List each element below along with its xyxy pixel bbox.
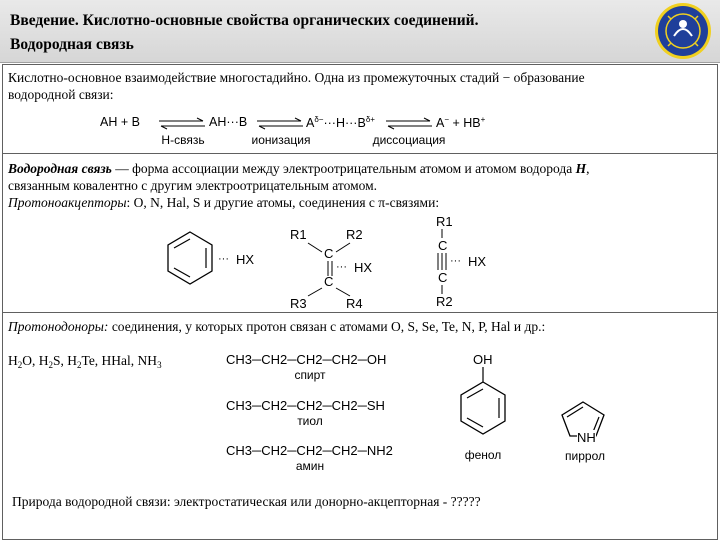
phenol-name: фенол	[464, 448, 502, 462]
intro-line-1: Кислотно-основное взаимодействие многостадийно. Одна из промежуточных стадий − образование	[8, 70, 585, 85]
scheme-s4b-charge: +	[480, 115, 486, 124]
alkyne-hx: HX	[468, 254, 487, 269]
scheme-s4-a: A	[436, 116, 445, 131]
scheme-species-2: AH···B	[209, 115, 248, 129]
scheme-s4-b: + HB	[449, 116, 481, 131]
alkyne-c-top: C	[438, 238, 448, 253]
definition-term: Водородная связь	[8, 161, 112, 176]
donors-label: Протонодоноры:	[8, 319, 109, 334]
divider-1	[3, 153, 717, 154]
scheme-s3b-charge: δ+	[365, 115, 375, 124]
alkyne-structure	[436, 214, 486, 309]
equilibrium-arrow-1-icon	[157, 117, 207, 131]
alkene-c-bottom: C	[324, 274, 334, 289]
donors-text: соединения, у которых протон связан с атомами O, S, Se, Te, N, P, Hal и др.:	[108, 319, 546, 334]
donor-sub-1: 2	[17, 360, 23, 370]
divider-2	[3, 312, 717, 313]
scheme-s3-a: A	[306, 116, 315, 131]
definition-text-1: — форма ассоциации между электроотрицательным атомом и атомом водорода	[111, 161, 576, 176]
scheme-species-1: AH + B	[100, 115, 140, 129]
definition-block	[8, 160, 714, 211]
alkene-r1: R1	[290, 227, 307, 242]
thiol-formula: CH3─CH2─CH2─CH2─SH	[226, 398, 385, 413]
scheme-species-4	[436, 115, 485, 130]
phenol-ring-icon	[461, 382, 505, 434]
alkene-c-top: C	[324, 246, 334, 261]
alkene-r4: R4	[346, 296, 363, 311]
alkene-hx: HX	[354, 260, 373, 275]
alkene-r2: R2	[346, 227, 363, 242]
title-line-1: Введение. Кислотно-основные свойства органических соединений.	[10, 12, 479, 29]
donor-part-2: S, H	[53, 353, 78, 368]
alkyne-c-bottom: C	[438, 270, 448, 285]
donor-sub-4: 3	[157, 360, 162, 370]
definition-line-2: связанным ковалентно с другим электроотрицательным атомом.	[8, 178, 378, 193]
thiol-name: тиол	[297, 414, 323, 428]
phenol-oh: OH	[473, 352, 493, 367]
alkene-structure	[290, 227, 372, 311]
pyrrole-nh: NH	[577, 430, 596, 445]
donor-sub-3: 2	[77, 360, 82, 370]
title-line-2: Водородная связь	[10, 36, 134, 53]
amine-formula: CH3─CH2─CH2─CH2─NH2	[226, 443, 393, 458]
alkene-r3: R3	[290, 296, 307, 311]
donor-h: H	[8, 353, 18, 368]
scheme-s3-charge: δ−	[314, 115, 324, 124]
benzene-hx: HX	[236, 252, 255, 267]
pyrrole-name: пиррол	[565, 449, 605, 463]
acceptors-label: Протоноакцепторы	[8, 195, 127, 210]
dots-1: ···	[218, 253, 229, 265]
equilibrium-arrow-3-icon	[384, 117, 434, 131]
scheme-label-ionization: ионизация	[251, 133, 311, 147]
footer-text: Природа водородной связи: электростатическая или донорно-акцепторная - ?????	[12, 494, 481, 509]
benzene-ring-icon	[168, 232, 212, 284]
donor-sub-2: 2	[48, 360, 53, 370]
alcohol-name: спирт	[294, 368, 326, 382]
slide-title	[10, 9, 630, 57]
intro-line-2: водородной связи:	[8, 87, 114, 102]
donors-heading	[8, 318, 714, 335]
scheme-s4-charge: −	[444, 115, 450, 124]
scheme-species-3	[306, 115, 375, 130]
definition-text-2: ,	[586, 161, 590, 176]
alkyne-r1: R1	[436, 214, 453, 229]
donor-list	[8, 352, 162, 374]
acceptor-structures	[150, 214, 510, 314]
alkyne-r2: R2	[436, 294, 453, 309]
scheme-s3-b: ···H···B	[323, 116, 366, 131]
donor-part-1: O, H	[22, 353, 49, 368]
alcohol-formula: CH3─CH2─CH2─CH2─OH	[226, 352, 387, 367]
dots-2: ···	[336, 261, 347, 273]
equilibrium-arrow-2-icon	[255, 117, 305, 131]
amine-name: амин	[295, 459, 325, 473]
definition-h: H	[575, 161, 587, 176]
acceptors-text: : O, N, Hal, S и другие атомы, соединения с π-связями:	[126, 195, 440, 210]
dots-3: ···	[450, 255, 461, 267]
scheme-label-h-bond: H-связь	[161, 133, 205, 147]
intro-text	[8, 69, 708, 103]
scheme-label-dissociation: диссоциация	[372, 133, 446, 147]
slide-header	[0, 0, 720, 63]
donor-part-3: Te, HHal, NH	[81, 353, 158, 368]
university-logo-icon	[654, 2, 712, 60]
